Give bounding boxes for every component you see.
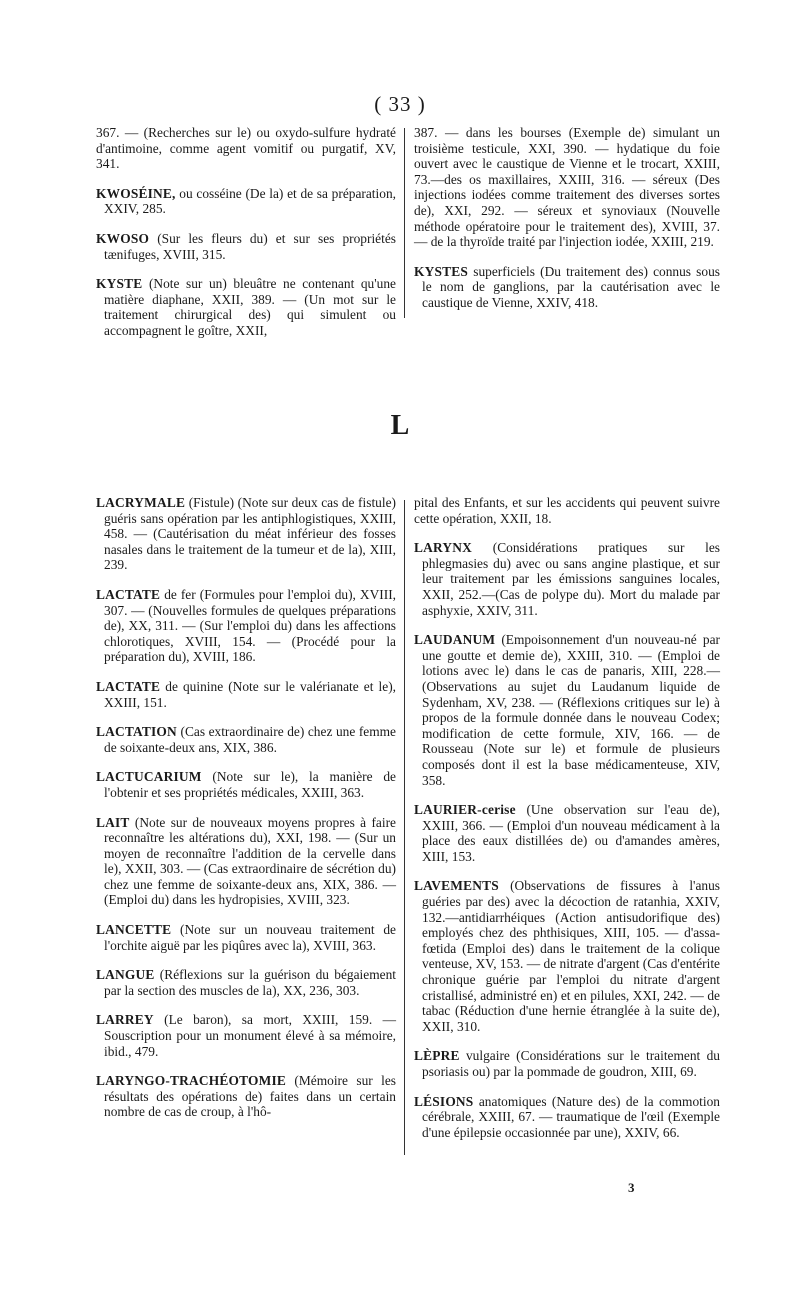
index-entry [414, 1094, 720, 1141]
index-entry [414, 802, 720, 864]
entry-text: (Empoisonnement d'un nouveau-né par une goutte et demie de), XXIII, 310. — (Emploi de lotions avec le) dans le cas de panaris, XIII, 228.—(Observations au sujet du Laudanum liquide de Sydenham, XV, 238. — (Réflexions critiques sur le) à propos de la formule donnée dans le nouveau Codex; modification de cette formule, XIV, 166. — de Rousseau (Note sur le) et formule de plusieurs composés dont il est la base médicamenteuse, XIV, 358. [422, 632, 720, 788]
entry-text: (Cas extraordinaire de) chez une femme de soixante-deux ans, XIX, 386. [104, 724, 396, 755]
column-top-right [414, 125, 720, 325]
entry-headword: LÈPRE [414, 1048, 460, 1064]
entry-headword: KYSTE [96, 276, 143, 292]
entry-headword: KYSTES [414, 263, 469, 279]
index-entry [414, 495, 720, 526]
column-bottom-right [414, 495, 720, 1154]
entry-text: (Observations de fissures à l'anus guéries par des) avec la décoction de ratanhia, XXIV, 132.—antidiarrhéiques (Action antisudorifique des) employés chez des phthisiques, XIII, 105. — d'assa-fœtida (Emploi des) dans le traitement de la colique venteuse, XV, 153. — de nitrate d'argent (Cas d'entérite chronique guérie par l'emploi du nitrate d'argent cristallisé, administré en) et en pilules, XXI, 242. — de tabac (Réduction d'une hernie étranglée à la suite de), XXII, 310. [422, 878, 720, 1034]
entry-headword: LAUDANUM [414, 632, 496, 648]
index-entry [414, 878, 720, 1034]
entry-text: ou cosséine (De la) et de sa préparation, XXIV, 285. [104, 185, 396, 217]
column-top-left [96, 125, 396, 353]
index-entry [96, 679, 396, 710]
index-entry [414, 632, 720, 788]
entry-text: (Considérations pratiques sur les phlegmasies du) avec ou sans angine plastique, et sur leur traitement par les émissions sanguines locales, XXII, 252.—(Cas de polype du). Mort du malade par asphyxie, XXIV, 311. [422, 540, 720, 618]
index-entry [96, 276, 396, 338]
index-entry [414, 540, 720, 618]
index-entry [96, 587, 396, 665]
entry-text: vulgaire (Considérations sur le traitement du psoriasis ou) par la pommade de goudron, XIII, 69. [422, 1048, 720, 1079]
page-number: ( 33 ) [374, 92, 426, 116]
entry-headword: LACTATE [96, 678, 161, 694]
entry-text: (Note sur le), la manière de l'obtenir et ses propriétés médicales, XXIII, 363. [104, 769, 396, 800]
entry-text: (Mémoire sur les résultats des opérations de) faites dans un certain nombre de cas de croup, à l'hô- [104, 1073, 396, 1120]
entry-headword: LARREY [96, 1012, 154, 1028]
entry-headword: LÉSIONS [414, 1093, 474, 1109]
entry-text: 387. — dans les bourses (Exemple de) simulant un troisième testicule, XXI, 390. — hydatique du foie ouvert avec le caustique de Vienne et le trocart, XXIII, 73.—des os maxillaires, XXIII, 316. — séreux (Des injections iodées comme traitement des diverses sortes de), XXI, 292. — séreux et synoviaux (Nouvelle méthode opératoire pour le traitement des), XVIII, 37. — de la thyroïde traité par l'injection iodée, XXIII, 219. [414, 125, 720, 250]
index-entry [96, 1073, 396, 1120]
entry-text: (Le baron), sa mort, XXIII, 159. — Souscription pour un monument élevé à sa mémoire, ibid., 479. [104, 1012, 396, 1059]
entry-text: (Réflexions sur la guérison du bégaiement par la section des muscles de la), XX, 236, 303. [104, 967, 396, 998]
entry-text: 367. — (Recherches sur le) ou oxydo-sulfure hydraté d'antimoine, comme agent vomitif ou purgatif, XV, 341. [96, 125, 396, 172]
column-divider-bottom [404, 500, 405, 1155]
index-entry [96, 769, 396, 800]
entry-text: de quinine (Note sur le valérianate et le), XXIII, 151. [104, 678, 396, 710]
entry-text: anatomiques (Nature des) de la commotion cérébrale, XXIII, 67. — traumatique de l'œil (Exemple d'une épilepsie occasionnée par une), XXIV, 66. [422, 1093, 720, 1140]
index-entry [414, 264, 720, 311]
index-entry [96, 1012, 396, 1059]
index-entry [96, 967, 396, 998]
entry-text: (Note sur un nouveau traitement de l'orchite aiguë par les piqûres avec la), XVIII, 363. [104, 922, 396, 953]
entry-headword: LACTATION [96, 724, 177, 740]
entry-headword: LARYNGO-TRACHÉOTOMIE [96, 1073, 287, 1089]
section-letter: L [390, 410, 410, 441]
entry-headword: KWOSÉINE, [96, 185, 176, 201]
entry-text: (Note sur un) bleuâtre ne contenant qu'une matière diaphane, XXII, 389. — (Un mot sur le traitement chirurgical des) qui simulent ou accompagnent le goître, XXII, [104, 276, 396, 338]
entry-headword: LANGUE [96, 967, 155, 983]
index-entry [96, 125, 396, 172]
index-entry [96, 231, 396, 262]
entry-headword: LACRYMALE [96, 495, 186, 510]
entry-text: (Une observation sur l'eau de), XXIII, 366. — (Emploi d'un nouveau médicament à la place des eaux distillées de) ou d'amandes amères, XIII, 153. [422, 802, 720, 864]
entry-headword: LARYNX [414, 540, 473, 556]
entry-text: (Sur les fleurs du) et sur ses propriétés tænifuges, XVIII, 315. [104, 230, 396, 262]
index-entry [414, 1048, 720, 1079]
entry-headword: LANCETTE [96, 922, 172, 938]
entry-text: de fer (Formules pour l'emploi du), XVIII, 307. — (Nouvelles formules de quelques préparations de), XX, 311. — (Sur l'emploi du) dans les affections chlorotiques, XVIII, 154. — (Procédé pour la préparation du), XVIII, 186. [104, 586, 396, 665]
entry-text: (Fistule) (Note sur deux cas de fistule) guéris sans opération par les antiphlogistiques, XXIII, 458. — (Cautérisation du méat inférieur des fosses nasales dans le traitement de la tumeur et de la), XIII, 239. [104, 495, 396, 573]
entry-text: (Note sur de nouveaux moyens propres à faire reconnaître les altérations du), XXI, 198. — (Sur un moyen de reconnaître l'addition de la cervelle dans le), XXII, 303. — (Cas extraordinaire de sécrétion du) chez une femme de soixante-deux ans, XIX, 386. — (Emploi du) dans les hydropisies, XVIII, 323. [104, 814, 396, 908]
entry-text: pital des Enfants, et sur les accidents qui peuvent suivre cette opération, XXII, 18. [414, 495, 720, 526]
index-entry [96, 724, 396, 755]
entry-headword: KWOSO [96, 230, 150, 246]
signature-mark: 3 [628, 1180, 635, 1195]
entry-text: superficiels (Du traitement des) connus sous le nom de ganglions, par la cautérisation avec le caustique de Vienne, XXIV, 418. [422, 263, 720, 310]
index-entry [414, 125, 720, 250]
entry-headword: LACTUCARIUM [96, 769, 202, 785]
index-entry [96, 495, 396, 573]
entry-headword: LAIT [96, 814, 130, 830]
index-entry [96, 922, 396, 953]
entry-headword: LACTATE [96, 586, 161, 602]
index-entry [96, 815, 396, 909]
column-divider-top [404, 128, 405, 318]
index-entry [96, 186, 396, 217]
column-bottom-left [96, 495, 396, 1134]
entry-headword: LAURIER-cerise [414, 802, 516, 818]
entry-headword: LAVEMENTS [414, 878, 499, 894]
